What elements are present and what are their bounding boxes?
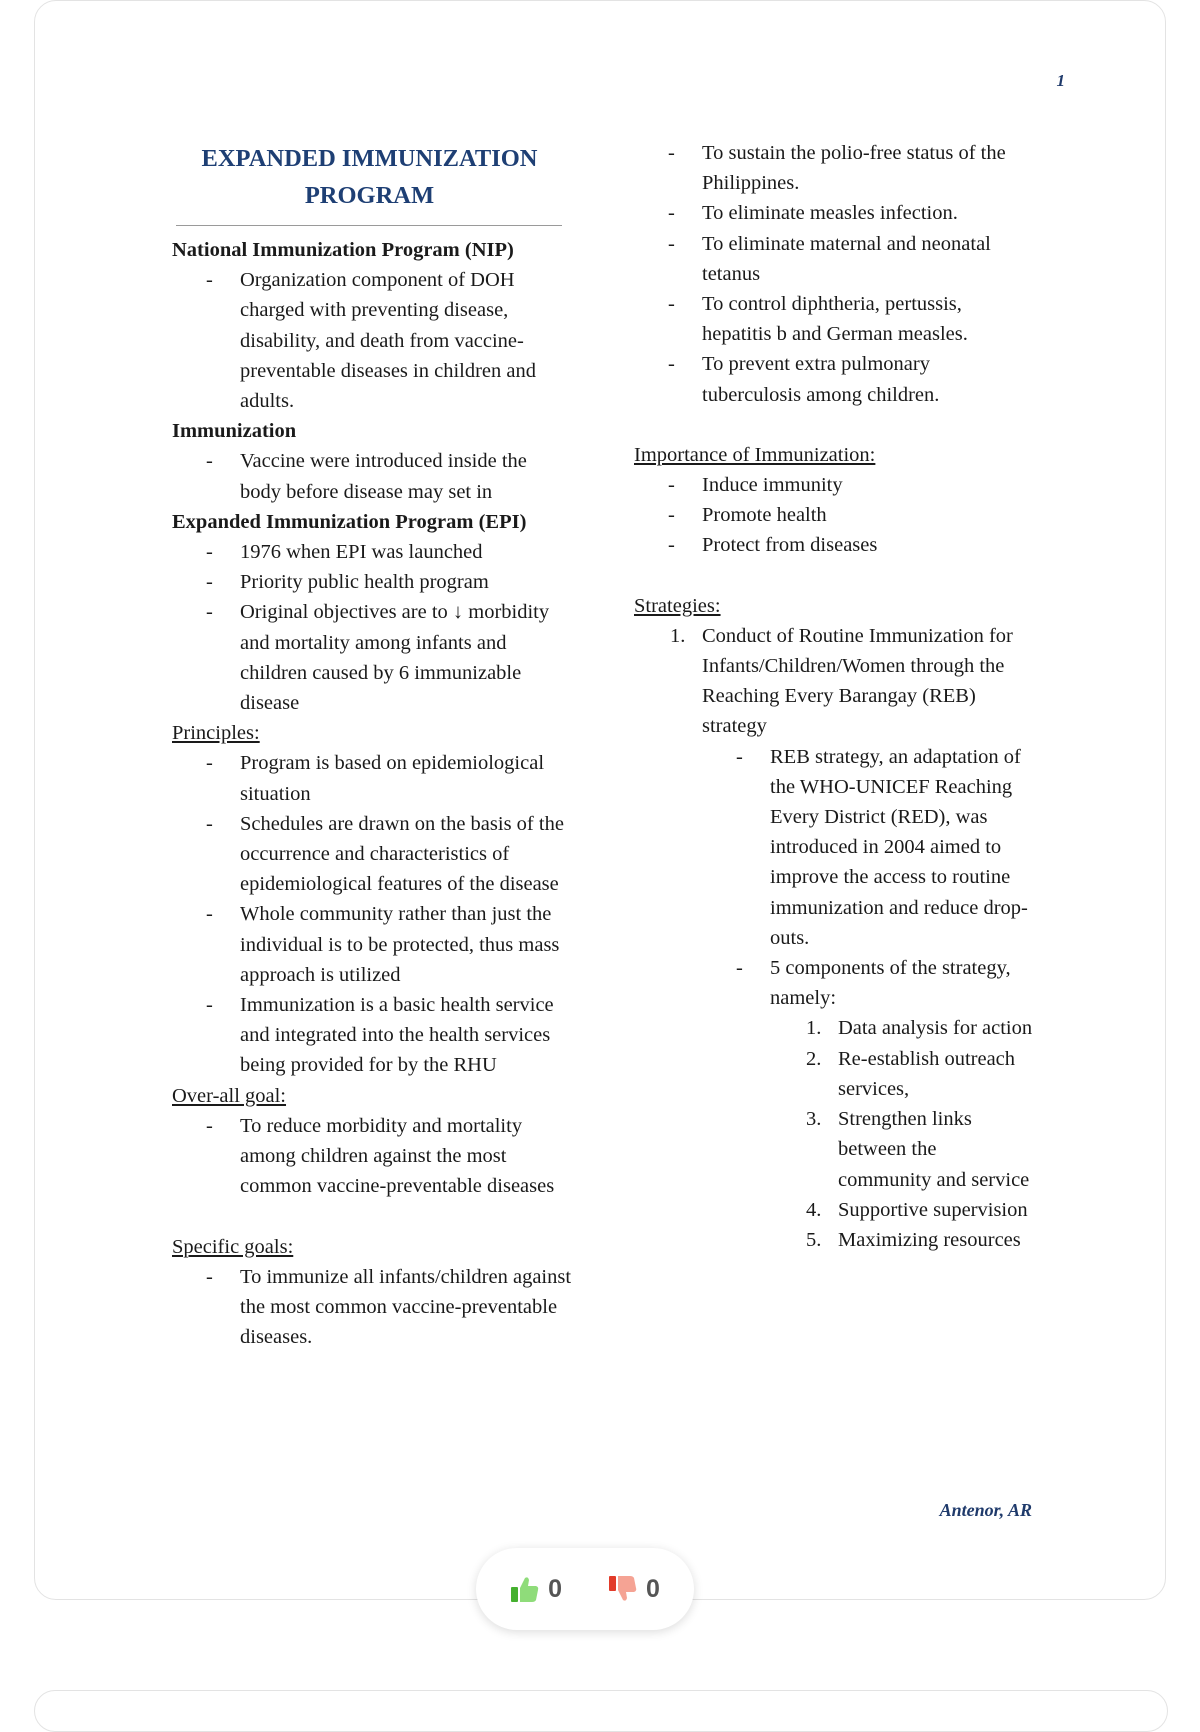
right-column xyxy=(634,138,1034,1255)
dash-bullet: - xyxy=(736,745,743,768)
dash-bullet: - xyxy=(668,534,675,557)
list-item xyxy=(634,1225,1034,1255)
nip-list xyxy=(172,265,572,416)
list-item-text: 1976 when EPI was launched xyxy=(240,541,483,564)
list-item-text: To eliminate maternal and neonatal tetanus xyxy=(702,232,991,285)
list-item xyxy=(634,1104,1034,1195)
list-item-text: Strengthen links between the community and service xyxy=(838,1108,1030,1191)
thumbs-up-icon xyxy=(510,1575,540,1603)
page-number: 1 xyxy=(1056,71,1065,90)
dash-bullet: - xyxy=(206,541,213,564)
author-footer: Antenor, AR xyxy=(939,1500,1032,1520)
list-number: 5. xyxy=(806,1228,822,1251)
dash-bullet: - xyxy=(206,903,213,926)
list-item-text: To immunize all infants/children against the most common vaccine-preventable diseases. xyxy=(240,1265,572,1349)
title-divider xyxy=(176,225,562,226)
importance-heading: Importance of Immunization: xyxy=(634,443,876,466)
dash-bullet: - xyxy=(206,1114,213,1137)
list-item xyxy=(634,229,1034,289)
list-item-text: Conduct of Routine Immunization for Infants/Children/Women through the Reaching Every Barangay (REB) strategy xyxy=(702,624,1013,738)
blank-line xyxy=(634,561,1034,591)
list-item xyxy=(172,990,572,1081)
list-number: 1. xyxy=(806,1017,822,1040)
list-item-text: Protect from diseases xyxy=(702,534,878,557)
list-item-text: Original objectives are to ↓ morbidity and mortality among infants and children caused by 6 immunizable disease xyxy=(240,601,550,715)
goal-heading: Over-all goal: xyxy=(172,1084,287,1107)
list-item-text: Priority public health program xyxy=(240,571,489,594)
list-item xyxy=(172,567,572,597)
list-item xyxy=(634,198,1034,228)
list-item xyxy=(172,1111,572,1202)
list-item xyxy=(634,530,1034,560)
list-item xyxy=(634,349,1034,409)
upvote-count: 0 xyxy=(548,1574,562,1603)
epi-heading: Expanded Immunization Program (EPI) xyxy=(172,510,527,533)
dash-bullet: - xyxy=(668,353,675,376)
downvote-button[interactable] xyxy=(608,1575,660,1604)
list-item-text: REB strategy, an adaptation of the WHO-UNICEF Reaching Every District (RED), was introduced in 2004 aimed to improve the access to routine immunization and reduce drop-outs. xyxy=(770,745,1028,949)
list-item xyxy=(634,1195,1034,1225)
dash-bullet: - xyxy=(206,994,213,1017)
list-item-text: To sustain the polio-free status of the Philippines. xyxy=(702,142,1006,195)
list-item-text: Vaccine were introduced inside the body before disease may set in xyxy=(240,450,527,503)
list-item xyxy=(634,1013,1034,1043)
list-item-text: Program is based on epidemiological situation xyxy=(240,752,545,805)
list-item xyxy=(172,748,572,808)
dash-bullet: - xyxy=(206,752,213,775)
list-item xyxy=(634,1044,1034,1104)
list-item xyxy=(634,289,1034,349)
list-item xyxy=(172,537,572,567)
list-item xyxy=(172,597,572,718)
upvote-button[interactable] xyxy=(510,1575,562,1604)
dash-bullet: - xyxy=(206,269,213,292)
dash-bullet: - xyxy=(668,202,675,225)
document-title xyxy=(187,140,552,214)
vote-bar xyxy=(476,1548,694,1630)
list-item-text: 5 components of the strategy, namely: xyxy=(770,957,1011,1010)
list-number: 2. xyxy=(806,1047,822,1070)
list-item-text: To reduce morbidity and mortality among children against the most common vaccine-preventable diseases xyxy=(240,1114,555,1198)
list-item-text: To prevent extra pulmonary tuberculosis among children. xyxy=(702,353,940,406)
dash-bullet: - xyxy=(206,450,213,473)
blank-line xyxy=(172,1202,572,1232)
list-item xyxy=(634,470,1034,500)
strategies-heading: Strategies: xyxy=(634,594,721,617)
title-line: EXPANDED IMMUNIZATION xyxy=(201,145,538,172)
list-item-text: To control diphtheria, pertussis, hepatitis b and German measles. xyxy=(702,293,968,346)
list-item xyxy=(634,953,1034,1013)
list-item-text: Immunization is a basic health service and integrated into the health services being provided for by the RHU xyxy=(240,994,554,1077)
list-item xyxy=(172,899,572,990)
list-item xyxy=(172,446,572,506)
dash-bullet: - xyxy=(668,293,675,316)
dash-bullet: - xyxy=(668,232,675,255)
list-item-text: Organization component of DOH charged with preventing disease, disability, and death from vaccine-preventable diseases in children and adults. xyxy=(240,269,536,413)
list-item xyxy=(172,809,572,900)
principles-heading: Principles: xyxy=(172,722,260,745)
specific-goals-list-continued xyxy=(634,138,1034,410)
list-item-text: Promote health xyxy=(702,504,827,527)
immunization-list xyxy=(172,446,572,506)
list-item-text: Maximizing resources xyxy=(838,1228,1021,1251)
list-item-text: Whole community rather than just the individual is to be protected, thus mass approach is utilized xyxy=(240,903,560,986)
principles-list xyxy=(172,748,572,1080)
dash-bullet: - xyxy=(668,504,675,527)
epi-list xyxy=(172,537,572,718)
dash-bullet: - xyxy=(668,142,675,164)
thumbs-down-icon xyxy=(608,1575,638,1603)
list-item-text: Re-establish outreach services, xyxy=(838,1047,1016,1100)
list-item xyxy=(634,621,1034,742)
next-page-card xyxy=(34,1690,1168,1732)
list-item-text: Data analysis for action xyxy=(838,1017,1033,1040)
immunization-heading: Immunization xyxy=(172,420,297,443)
list-item xyxy=(634,138,1034,198)
list-item-text: To eliminate measles infection. xyxy=(702,202,958,225)
list-number: 4. xyxy=(806,1198,822,1221)
dash-bullet: - xyxy=(206,812,213,835)
list-item-text: Schedules are drawn on the basis of the occurrence and characteristics of epidemiological features of the disease xyxy=(240,812,564,896)
list-number: 1. xyxy=(670,624,686,647)
title-line: PROGRAM xyxy=(304,182,435,209)
list-item-text: Supportive supervision xyxy=(838,1198,1028,1221)
components-list xyxy=(634,1013,1034,1255)
downvote-count: 0 xyxy=(646,1574,660,1603)
blank-line xyxy=(634,410,1034,440)
dash-bullet: - xyxy=(206,601,213,624)
specific-goals-list xyxy=(172,1262,572,1353)
reb-list xyxy=(634,742,1034,1014)
list-number: 3. xyxy=(806,1108,822,1131)
list-item xyxy=(634,500,1034,530)
left-column xyxy=(172,140,572,1352)
strategies-list xyxy=(634,621,1034,742)
list-item xyxy=(172,1262,572,1353)
importance-list xyxy=(634,470,1034,561)
list-item xyxy=(172,265,572,416)
goal-list xyxy=(172,1111,572,1202)
list-item xyxy=(634,742,1034,953)
dash-bullet: - xyxy=(206,571,213,594)
dash-bullet: - xyxy=(206,1265,213,1288)
nip-heading: National Immunization Program (NIP) xyxy=(172,239,514,261)
list-item-text: Induce immunity xyxy=(702,474,843,497)
dash-bullet: - xyxy=(736,957,743,980)
specific-goals-heading: Specific goals: xyxy=(172,1235,294,1258)
dash-bullet: - xyxy=(668,474,675,497)
